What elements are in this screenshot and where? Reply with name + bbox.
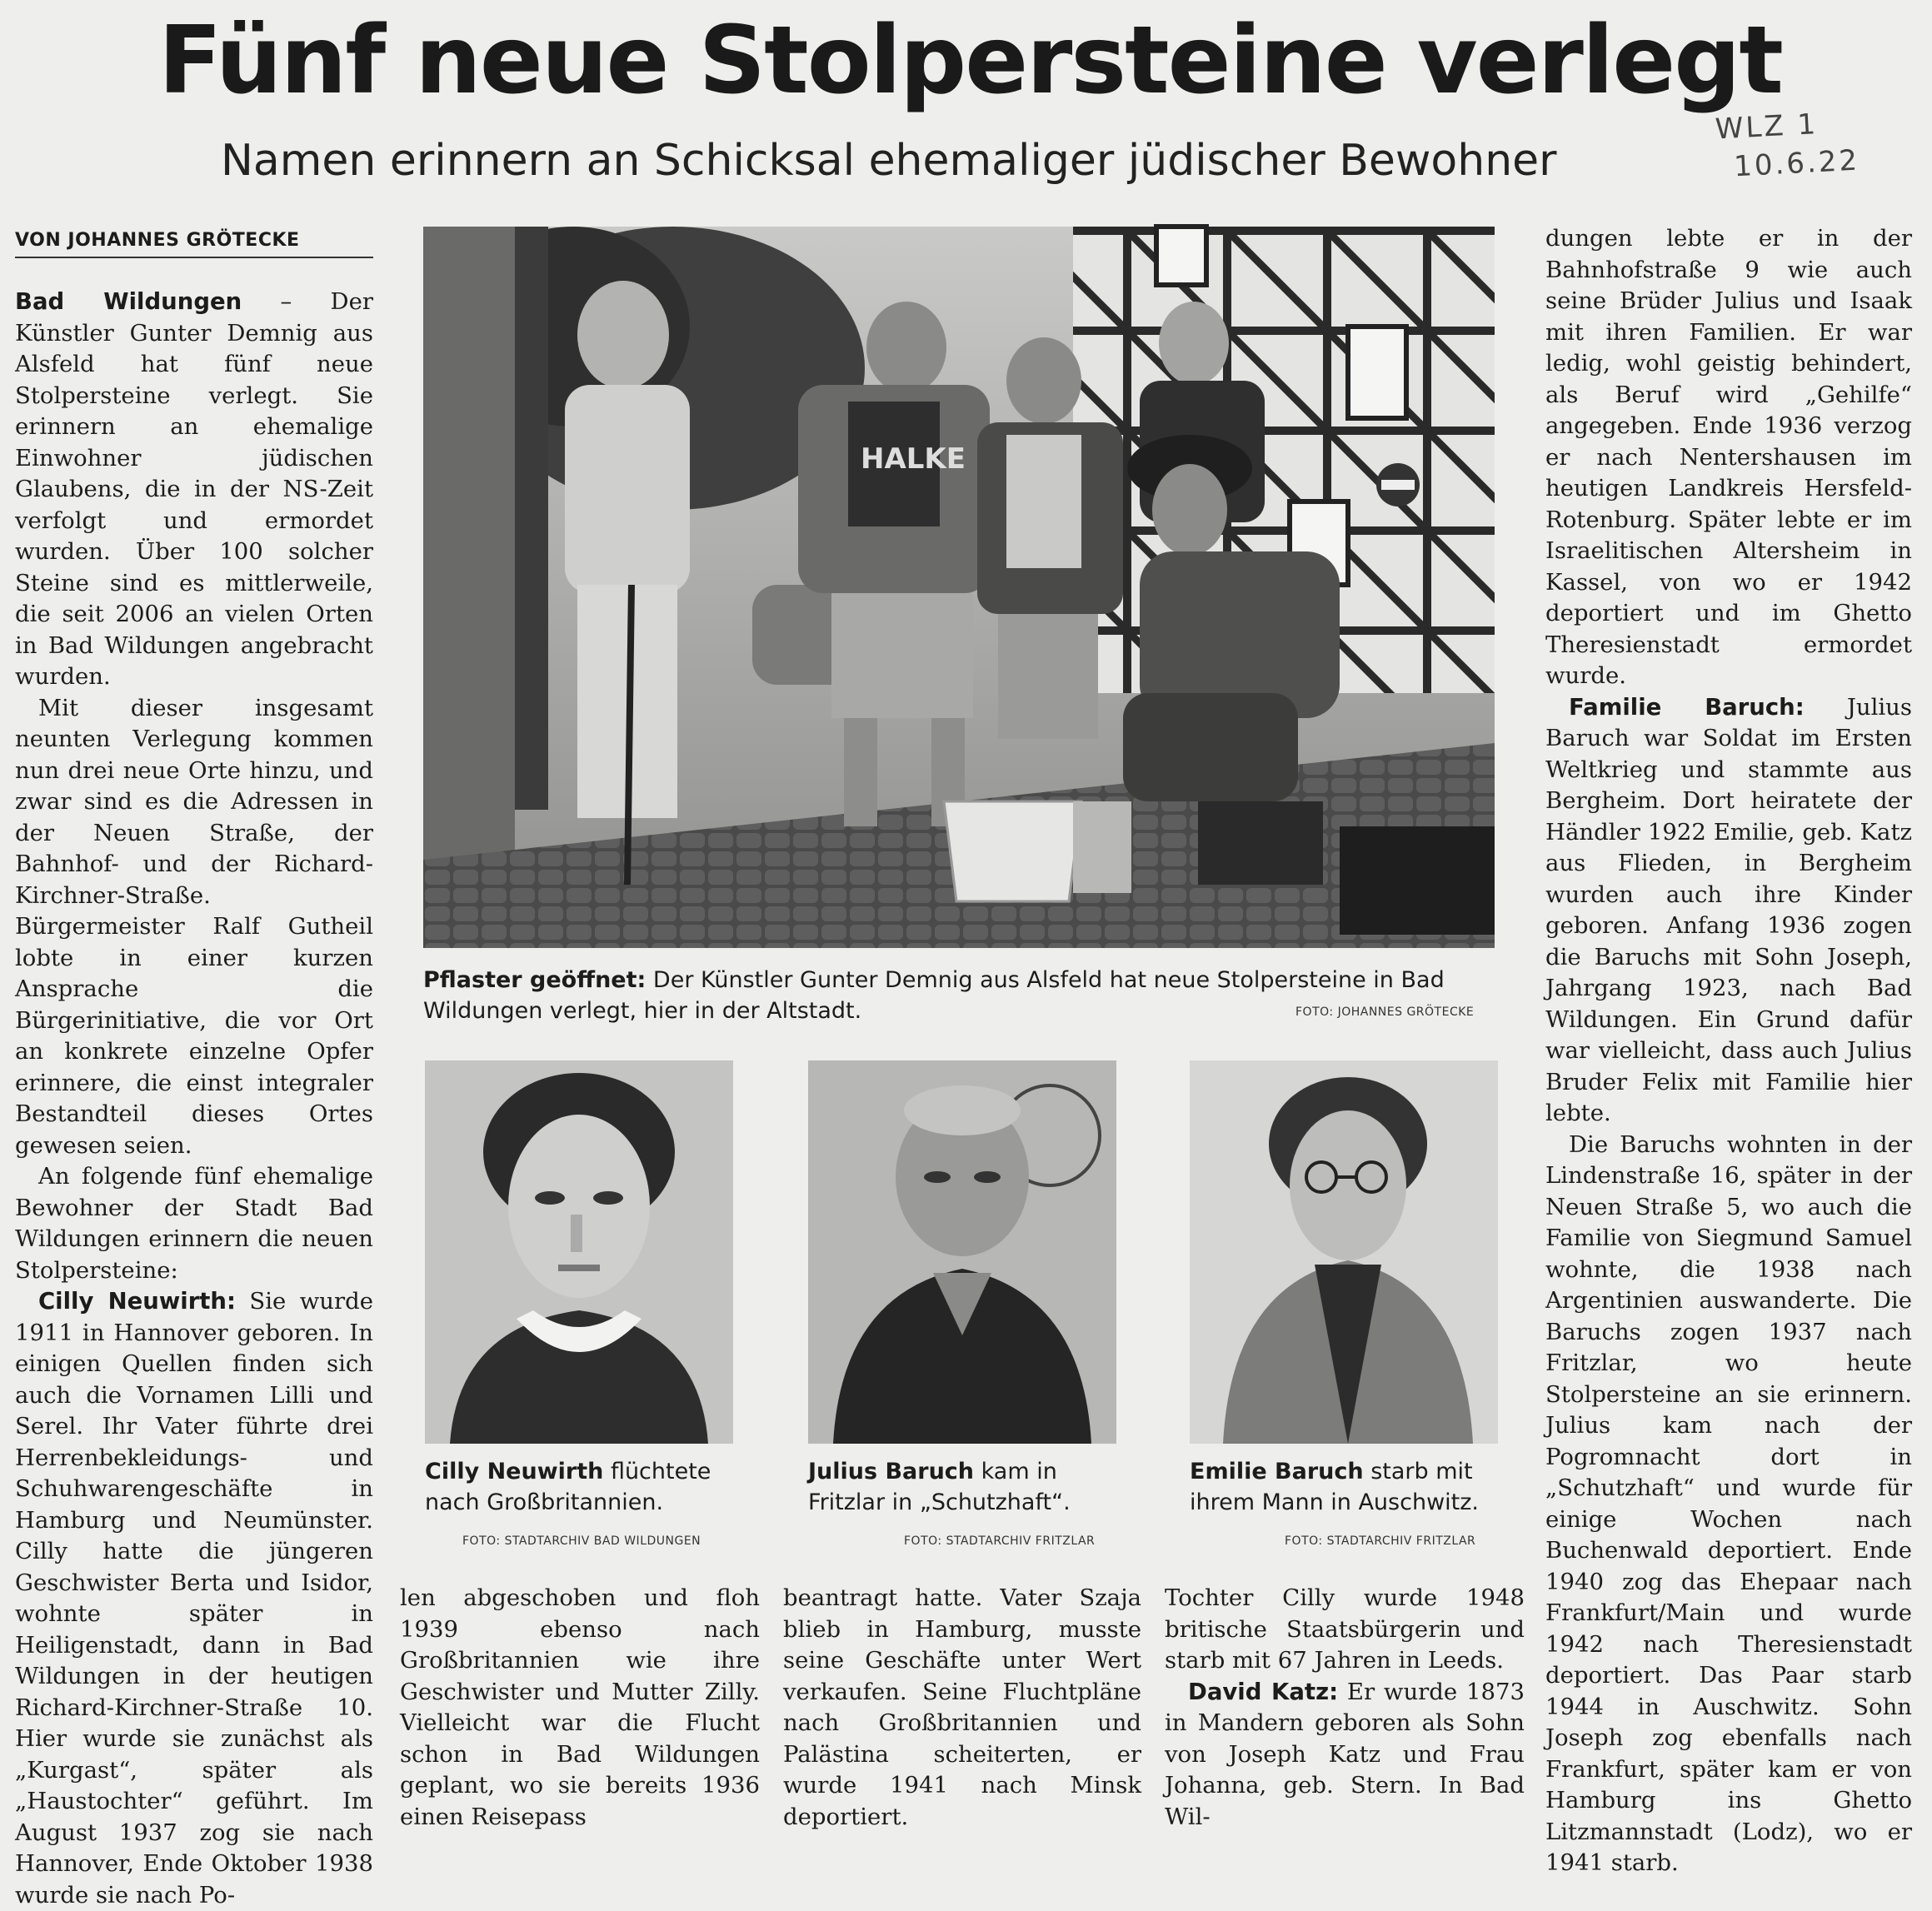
portrait-photo-emilie-baruch [1190, 1060, 1498, 1444]
article-paragraph: Mit dieser insgesamt neunten Verlegung kommen nun drei neue Orte hinzu, und zwar sind es die Adressen in der Neuen Straße, der Bahnhof- und der Richard-Kirchner-Straße. Bürgermeister Ralf Gutheil lobte in einer kurzen Ansprache die Bürgerinitiative, die vor Ort an konkrete einzelne Opfer erinnere, die einst integraler Bestandteil dieses Ortes gewesen seien. [15, 694, 373, 1159]
article-paragraph: beantragt hatte. Vater Szaja blieb in Hamburg, musste seine Geschäfte unter Wert verkaufen. Seine Fluchtpläne nach Großbritannien und Palästina scheiterten, er wurde 1941 nach Minsk deportiert. [783, 1584, 1141, 1830]
portrait-caption: Emilie Baruch starb mit ihrem Mann in Auschwitz. [1190, 1459, 1479, 1515]
article-paragraph: Tochter Cilly wurde 1948 britische Staatsbürgerin und starb mit 67 Jahren in Leeds. [1165, 1584, 1525, 1674]
article-paragraph: Bad Wildungen – Der Künstler Gunter Demnig aus Alsfeld hat fünf neue Stolpersteine verlegt. Sie erinnern an ehemalige Einwohner jüdischen Glaubens, die in der NS-Zeit verfolgt und ermordet wurden. Über 100 solcher Steine sind es mittlerweile, die seit 2006 an vielen Orten in Bad Wildungen angebracht wurden. [15, 288, 374, 690]
caption-lead: Julius Baruch [808, 1459, 975, 1484]
main-photo-image [423, 227, 1495, 948]
photo-credit: FOTO: STADTARCHIV FRITZLAR [904, 1534, 1096, 1548]
article-column-2 [400, 1583, 760, 1830]
article-paragraph: Familie Baruch: Julius Baruch war Soldat im Ersten Weltkrieg und stammte aus Bergheim. Dort heiratete der Händler 1922 Emilie, geb. Katz aus Flieden, in Bergheim wurden auch ihre Kinder geboren. Anfang 1936 zogen die Baruchs mit Sohn Joseph, Jahrgang 1923, nach Bad Wildungen. Ein Grund dafür war vielleicht, dass auch Julius Bruder Felix mit Familie hier lebte. [1545, 693, 1912, 1126]
article-paragraph: Die Baruchs wohnten in der Lindenstraße 16, später in der Neuen Straße 5, wo auch die Familie von Siegmund Samuel wohnte, die 1938 nach Argentinien auswanderte. Die Baruchs zogen 1937 nach Fritzlar, wo heute Stolpersteine an sie erinnern. Julius kam nach der Pogromnacht dort in „Schutzhaft“ und wurde für einige Wochen nach Buchenwald deportiert. Ende 1940 zog das Ehepaar nach Frankfurt/Main und wurde 1942 nach Theresienstadt deportiert. Das Paar starb 1944 in Auschwitz. Sohn Joseph zog ebenfalls nach Frankfurt, später kam er von Hamburg ins Ghetto Litzmannstadt (Lodz), wo er 1941 starb. [1545, 1130, 1912, 1876]
photo-credit: FOTO: STADTARCHIV BAD WILDUNGEN [462, 1534, 701, 1548]
article-column-1 [15, 287, 374, 1909]
person-name: David Katz: [1188, 1678, 1339, 1705]
portrait-photo-cilly-neuwirth [425, 1060, 733, 1444]
portrait-caption: Julius Baruch kam in Fritzlar in „Schutzhaft“. [808, 1459, 1071, 1515]
main-photo [423, 227, 1495, 948]
headline: Fünf neue Stolpersteine verlegt [158, 7, 1782, 115]
portrait-caption: Cilly Neuwirth flüchtete nach Großbritannien. [425, 1459, 711, 1515]
subheadline: Namen erinnern an Schicksal ehemaliger jüdischer Bewohner [221, 136, 1557, 186]
article-paragraph: len abgeschoben und floh 1939 ebenso nach Großbritannien wie ihre Geschwister und Mutter Zilly. Vielleicht war die Flucht schon in Bad Wildungen geplant, wo sie bereits 1936 einen Reisepass [400, 1584, 760, 1830]
article-column-3 [783, 1583, 1141, 1830]
article-paragraph: David Katz: Er wurde 1873 in Mandern geboren als Sohn von Joseph Katz und Frau Johanna, geb. Stern. In Bad Wil- [1165, 1678, 1525, 1830]
dateline-place: Bad Wildungen [15, 288, 242, 315]
article-paragraph: An folgende fünf ehemalige Bewohner der Stadt Bad Wildungen erinnern die neuen Stolpersteine: [15, 1163, 373, 1284]
handwritten-note-line1: WLZ 1 [1714, 107, 1820, 147]
article-column-5 [1545, 223, 1912, 1876]
handwritten-note [1715, 103, 1860, 187]
portrait-image [425, 1060, 733, 1444]
byline: VON JOHANNES GRÖTECKE [15, 227, 373, 258]
person-name: Cilly Neuwirth: [38, 1288, 236, 1315]
portrait-photo-julius-baruch [808, 1060, 1116, 1444]
caption-lead: Cilly Neuwirth [425, 1459, 604, 1484]
shirt-text: HALKE [861, 442, 966, 476]
handwritten-note-line2: 10.6.22 [1733, 143, 1860, 184]
article-column-4 [1165, 1583, 1525, 1830]
article-paragraph: Cilly Neuwirth: Sie wurde 1911 in Hannover geboren. In einigen Quellen finden sich auch die Vornamen Lilli und Serel. Ihr Vater führte drei Herrenbekleidungs- und Schuhwarengeschäfte in Hamburg und Neumünster. Cilly hatte die jüngeren Geschwister Berta und Isidor, wohnte später in Heiligenstadt, dann in Bad Wildungen in der heutigen Richard-Kirchner-Straße 10. Hier wurde sie zunächst als „Kurgast“, später als „Haustochter“ geführt. Im August 1937 zog sie nach Hannover, Ende Oktober 1938 wurde sie nach Po- [15, 1288, 373, 1909]
article-paragraph: dungen lebte er in der Bahnhofstraße 9 wie auch seine Brüder Julius und Isaak mit ihren Familien. Er war ledig, wohl geistig behindert, als Beruf wird „Gehilfe“ angegeben. Ende 1936 verzog er nach Nentershausen im heutigen Landkreis Hersfeld-Rotenburg. Später lebte er im Israelitischen Altersheim in Kassel, von wo er 1942 deportiert und im Ghetto Theresienstadt ermordet wurde. [1545, 225, 1912, 689]
photo-credit: FOTO: STADTARCHIV FRITZLAR [1285, 1534, 1476, 1548]
caption-lead: Emilie Baruch [1190, 1459, 1364, 1484]
portrait-image [808, 1060, 1116, 1444]
portrait-image [1190, 1060, 1498, 1444]
caption-lead: Pflaster geöffnet: [423, 967, 646, 993]
main-photo-caption: Pflaster geöffnet: Der Künstler Gunter Demnig aus Alsfeld hat neue Stolpersteine in Bad Wildungen verlegt, hier in der Altstadt. [423, 967, 1445, 1024]
photo-credit: FOTO: JOHANNES GRÖTECKE [1295, 1005, 1475, 1019]
person-name: Familie Baruch: [1569, 693, 1805, 721]
